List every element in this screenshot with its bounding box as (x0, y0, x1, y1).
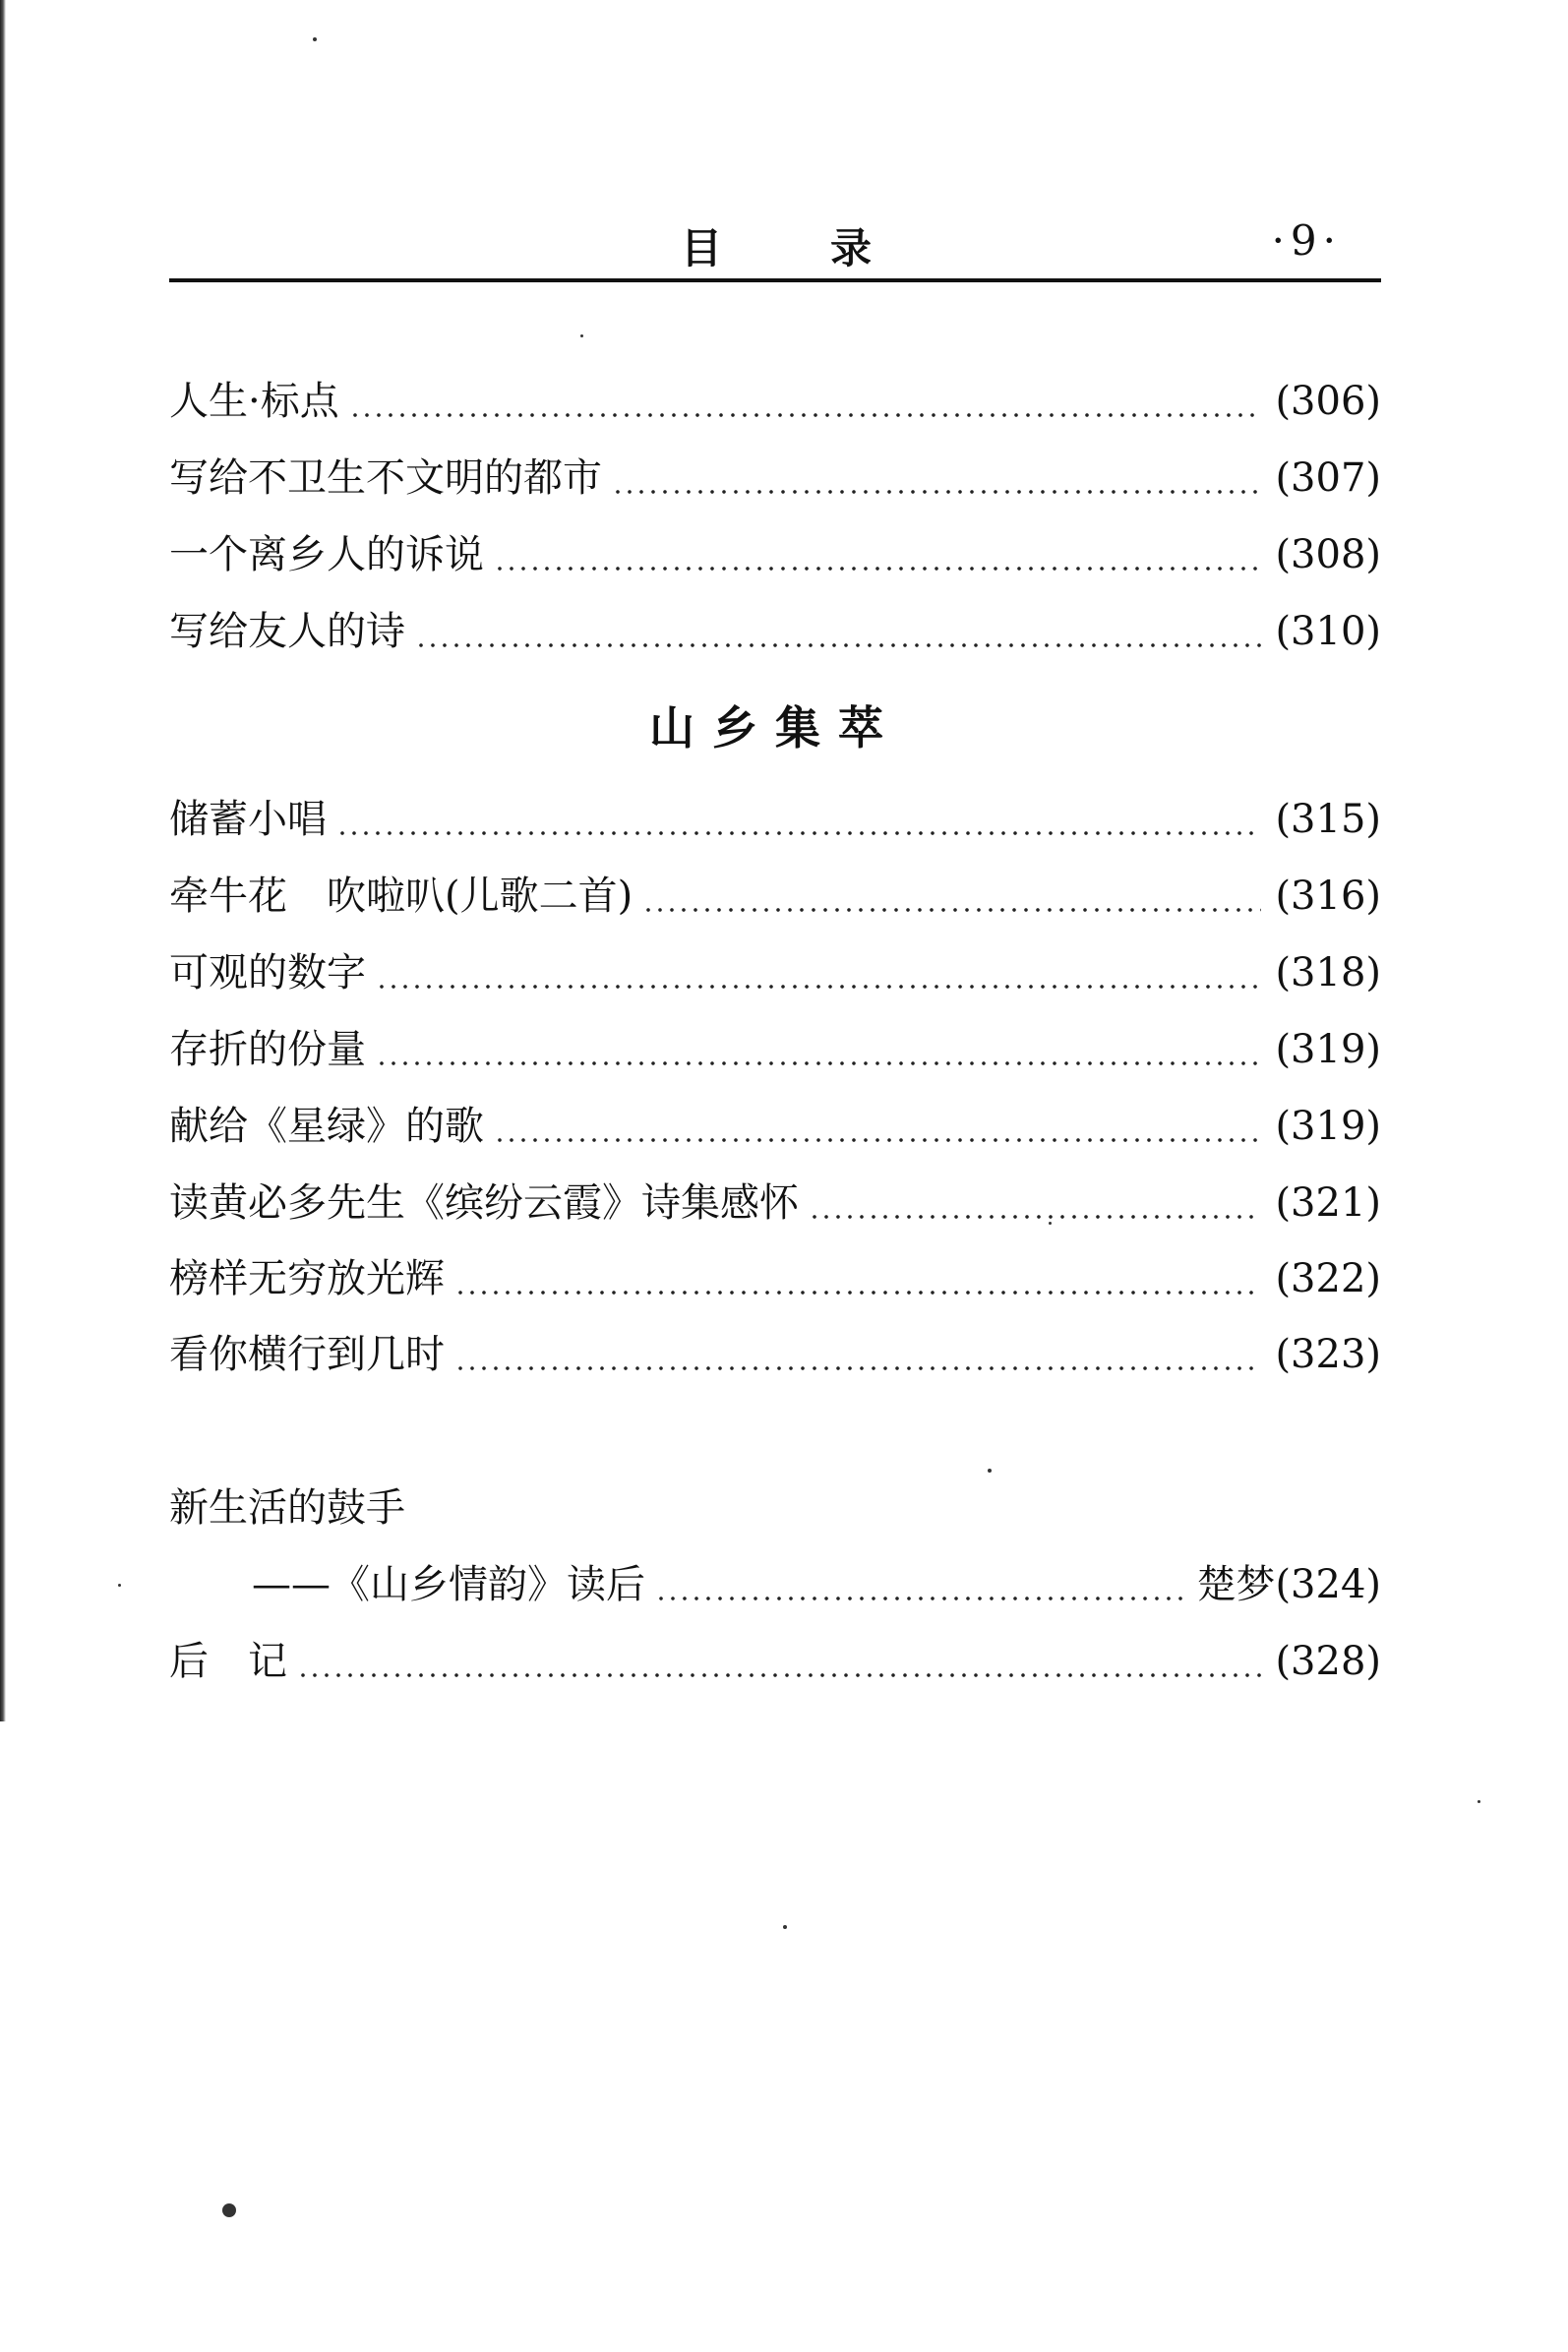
toc-entry-title: 写给友人的诗 (169, 609, 405, 654)
toc-entry[interactable] (169, 943, 1381, 1002)
toc-entry-page: (310) (1275, 609, 1381, 654)
toc-entry-title: 一个离乡人的诉说 (169, 532, 484, 577)
toc-entry-page: (328) (1275, 1639, 1381, 1684)
dot-leader (376, 943, 1261, 1002)
toc-entry[interactable] (169, 449, 1381, 508)
section-heading: 山乡集萃 (649, 701, 901, 754)
toc-entry-page: (324) (1275, 1562, 1381, 1607)
dot-leader (642, 867, 1261, 926)
toc-entry-title: 看你横行到几时 (169, 1332, 445, 1377)
scan-speck (783, 1925, 787, 1929)
toc-entry-title: 读黄必多先生《缤纷云霞》诗集感怀 (169, 1180, 799, 1226)
toc-entry-page: (308) (1275, 532, 1381, 577)
dot-leader (454, 1325, 1261, 1384)
toc-entry-page: (321) (1275, 1180, 1381, 1226)
scan-speck (222, 2203, 236, 2217)
dot-leader (494, 1097, 1261, 1156)
dot-leader (415, 602, 1261, 661)
page-number: ·9· (1271, 216, 1342, 265)
toc-entry-title: 献给《星绿》的歌 (169, 1104, 484, 1149)
toc-entry[interactable] (169, 1097, 1381, 1156)
dot-leader (612, 449, 1261, 508)
toc-entry[interactable] (252, 1555, 1381, 1614)
toc-entry-title: 存折的份量 (169, 1027, 366, 1072)
toc-entry[interactable] (169, 602, 1381, 661)
toc-entry-title: 榜样无穷放光辉 (169, 1256, 445, 1301)
toc-entry[interactable] (169, 1174, 1381, 1233)
review-title[interactable]: 新生活的鼓手 (169, 1485, 405, 1531)
toc-entry-page: (319) (1275, 1104, 1381, 1149)
dot-leader (336, 790, 1261, 849)
toc-entry-page: (319) (1275, 1027, 1381, 1072)
toc-entry[interactable] (169, 525, 1381, 584)
toc-entry-page: (323) (1275, 1332, 1381, 1377)
toc-entry[interactable] (169, 790, 1381, 849)
scan-speck (118, 1584, 121, 1587)
scan-speck (1049, 1222, 1052, 1225)
dot-leader (376, 1020, 1261, 1079)
toc-entry-page: (318) (1275, 950, 1381, 995)
toc-entry-page: (316) (1275, 874, 1381, 919)
toc-entry-title: 牵牛花 吹啦叭(儿歌二首) (169, 874, 633, 919)
dot-leader (655, 1555, 1182, 1614)
toc-entry[interactable] (169, 1632, 1381, 1691)
toc-entry-page: (307) (1275, 455, 1381, 501)
toc-entry-author: 楚梦 (1196, 1562, 1276, 1607)
dot-leader (297, 1632, 1261, 1691)
scan-speck (313, 37, 317, 41)
scan-speck (580, 334, 583, 337)
toc-entry[interactable] (169, 867, 1381, 926)
toc-entry-title: 人生·标点 (169, 379, 339, 424)
scan-speck (988, 1469, 992, 1473)
toc-entry-page: (315) (1275, 797, 1381, 842)
toc-entry-subtitle: ——《山乡情韵》读后 (252, 1562, 645, 1607)
toc-entry-page: (322) (1275, 1256, 1381, 1301)
toc-entry[interactable] (169, 1020, 1381, 1079)
toc-entry-title: 写给不卫生不文明的都市 (169, 455, 602, 501)
toc-entry[interactable] (169, 372, 1381, 431)
dot-leader (454, 1249, 1261, 1308)
header-rule (169, 278, 1381, 282)
toc-entry-title: 后 记 (169, 1639, 287, 1684)
scan-edge (0, 0, 6, 1721)
toc-entry-title: 储蓄小唱 (169, 797, 327, 842)
toc-entry-title: 可观的数字 (169, 950, 366, 995)
toc-entry-page: (306) (1275, 379, 1381, 424)
toc-entry[interactable] (169, 1249, 1381, 1308)
dot-leader (809, 1174, 1261, 1233)
toc-entry[interactable] (169, 1325, 1381, 1384)
page-header (169, 207, 1381, 285)
dot-leader (349, 372, 1262, 431)
dot-leader (494, 525, 1261, 584)
running-title: 目录 (681, 224, 981, 272)
scan-speck (1478, 1800, 1480, 1803)
